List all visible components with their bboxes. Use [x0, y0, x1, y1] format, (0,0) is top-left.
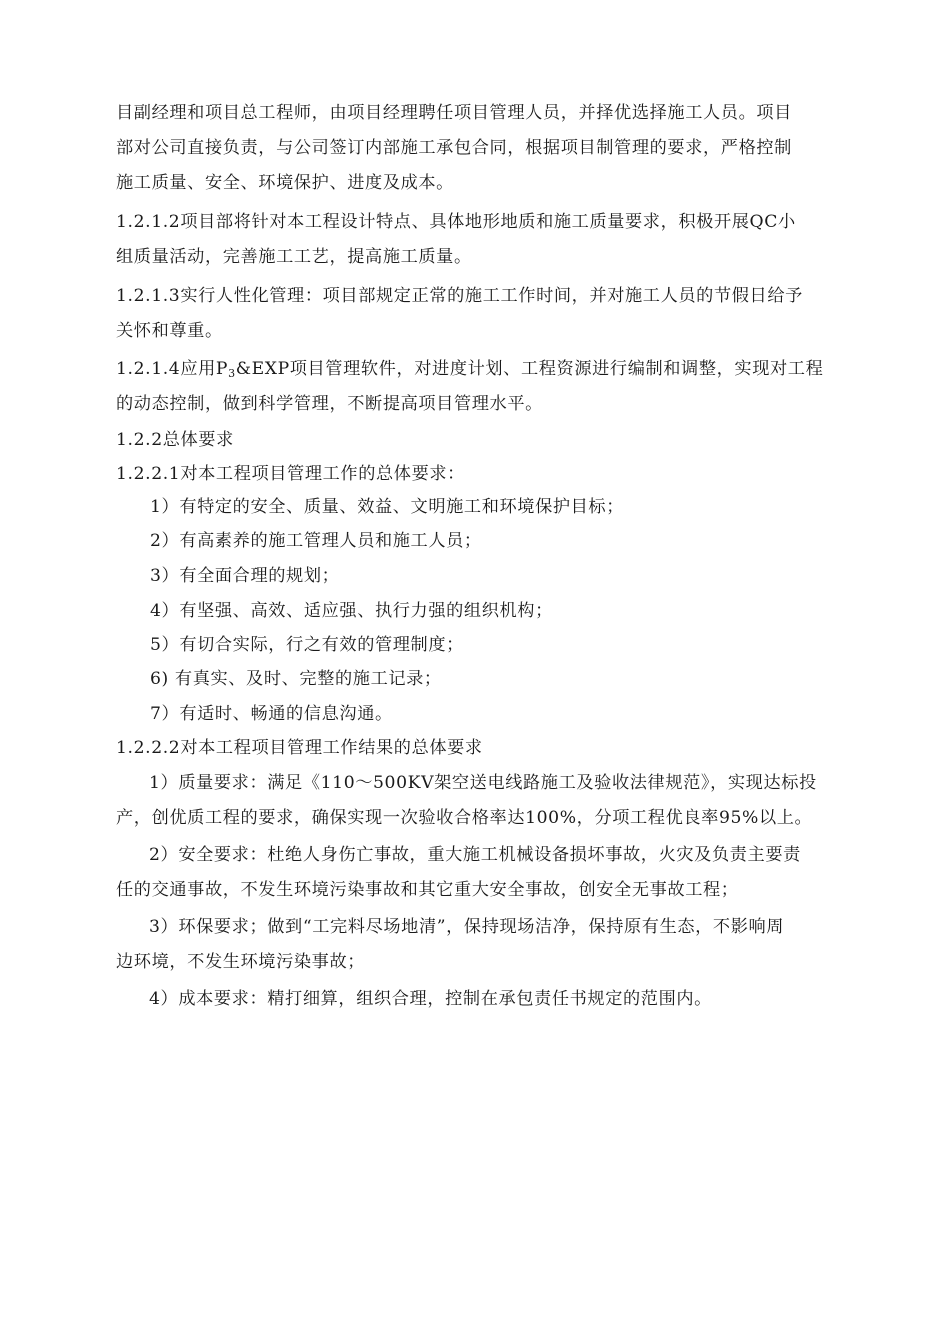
text-line: 部对公司直接负责，与公司签订内部施工承包合同，根据项目制管理的要求，严格控制 — [116, 138, 792, 158]
section-heading: 1.2.2.1对本工程项目管理工作的总体要求： — [116, 464, 465, 484]
section-heading-p3 — [116, 352, 856, 386]
section-heading: 1.2.1.3实行人性化管理：项目部规定正常的施工工作时间，并对施工人员的节假日给予 — [116, 286, 803, 306]
text-segment: &EXP项目管理软件，对进度计划、工程资源进行编制和调整，实现对工程 — [235, 359, 824, 379]
section-heading: 1.2.2.2对本工程项目管理工作结果的总体要求 — [116, 738, 483, 758]
text-line: 目副经理和项目总工程师，由项目经理聘任项目管理人员，并择优选择施工人员。项目 — [116, 103, 792, 123]
list-item: 1）质量要求：满足《110～500KV架空送电线路施工及验收法律规范》，实现达标投 — [149, 773, 817, 793]
text-line: 产，创优质工程的要求，确保实现一次验收合格率达100%，分项工程优良率95%以上。 — [116, 808, 813, 828]
subscript-text: 3 — [228, 367, 236, 380]
section-heading: 1.2.2总体要求 — [116, 430, 234, 450]
list-item: 1）有特定的安全、质量、效益、文明施工和环境保护目标； — [150, 497, 625, 517]
list-item: 5）有切合实际，行之有效的管理制度； — [150, 635, 464, 655]
text-line: 边环境，不发生环境污染事故； — [116, 952, 366, 972]
text-line: 任的交通事故，不发生环境污染事故和其它重大安全事故，创安全无事故工程； — [116, 880, 739, 900]
list-item: 2）有高素养的施工管理人员和施工人员； — [150, 531, 482, 551]
text-line: 的动态控制，做到科学管理，不断提高项目管理水平。 — [116, 394, 543, 414]
section-heading: 1.2.1.2项目部将针对本工程设计特点、具体地形地质和施工质量要求，积极开展QC小 — [116, 212, 796, 232]
list-item: 2）安全要求：杜绝人身伤亡事故，重大施工机械设备损坏事故，火灾及负责主要责 — [149, 845, 801, 865]
list-item: 7）有适时、畅通的信息沟通。 — [150, 704, 393, 724]
list-item: 4）有坚强、高效、适应强、执行力强的组织机构； — [150, 601, 553, 621]
text-line: 组质量活动，完善施工工艺，提高施工质量。 — [116, 247, 472, 267]
list-item: 3）有全面合理的规划； — [150, 566, 340, 586]
text-line: 施工质量、安全、环境保护、进度及成本。 — [116, 173, 454, 193]
list-item: 3）环保要求；做到“工完料尽场地清”，保持现场洁净，保持原有生态，不影响周 — [149, 917, 785, 937]
list-item: 6) 有真实、及时、完整的施工记录； — [150, 669, 442, 689]
text-line: 关怀和尊重。 — [116, 321, 223, 341]
list-item: 4）成本要求：精打细算，组织合理，控制在承包责任书规定的范围内。 — [149, 989, 712, 1009]
text-segment: 1.2.1.4应用P — [116, 359, 229, 379]
